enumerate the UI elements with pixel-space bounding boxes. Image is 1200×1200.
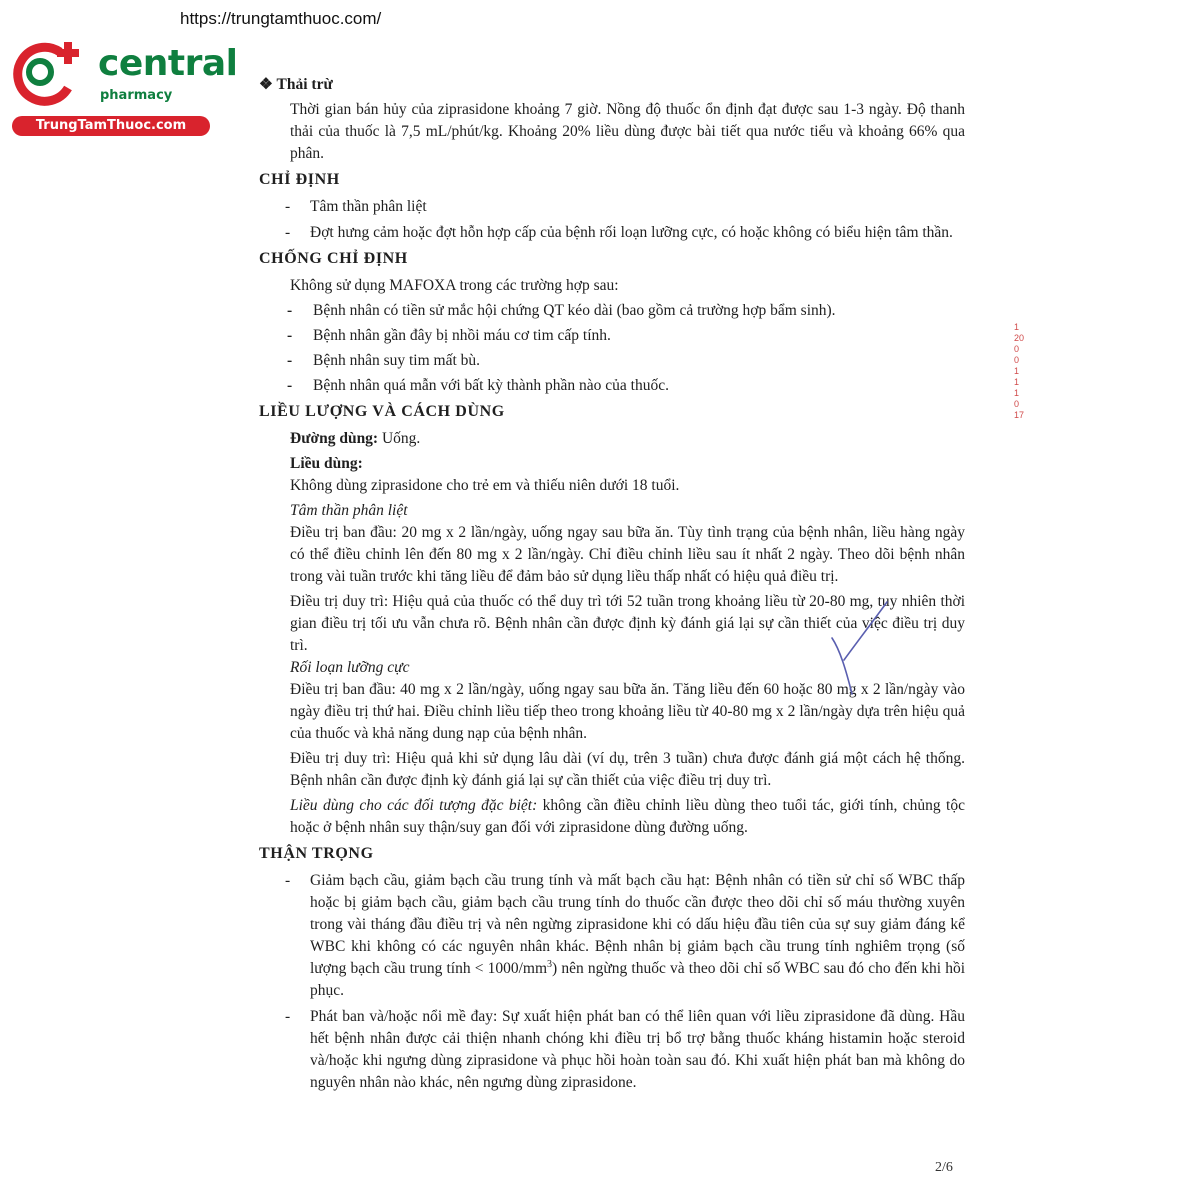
pharmacy-cross-icon [10, 38, 92, 106]
source-url[interactable]: https://trungtamthuoc.com/ [180, 9, 382, 28]
chi-dinh-list [259, 196, 965, 244]
bipolar-maintenance: Điều trị duy trì: Hiệu quả khi sử dụng lâu dài (ví dụ, trên 3 tuần) chưa được đánh giá một cách hệ thống. Bệnh nhân cần được định kỳ đánh giá lại sự cần thiết của việc điều trị duy trì. [290, 750, 965, 789]
than-trong-list [259, 870, 965, 1094]
section-thai-tru-heading [259, 74, 965, 96]
logo-site-badge[interactable]: TrungTamThuoc.com [12, 116, 210, 136]
schizophrenia-maintenance: Điều trị duy trì: Hiệu quả của thuốc có thể duy trì tới 52 tuần trong khoảng liều từ 20-80 mg, tuy nhiên thời gian điều trị tối ưu vẫn chưa rõ. Bệnh nhân cần được định kỳ đánh giá lại sự cần thiết của việc điều trị duy trì. [290, 593, 965, 654]
subheading-bipolar: Rối loạn lưỡng cực [290, 659, 410, 676]
chong-chi-dinh-intro: Không sử dụng MAFOXA trong các trường hợp sau: [290, 277, 619, 294]
chi-dinh-heading: CHỈ ĐỊNH [259, 171, 340, 188]
section-title: Thải trừ [276, 76, 333, 93]
list-item [259, 870, 965, 1002]
list-item: - Bệnh nhân quá mẫn với bất kỳ thành phần nào của thuốc. [259, 375, 965, 397]
route-label: Đường dùng: [290, 430, 379, 447]
list-item: - Phát ban và/hoặc nổi mề đay: Sự xuất hiện phát ban có thể liên quan với liều ziprasidone đã dùng. Hầu hết bệnh nhân được cải thiện nhanh chóng khi điều trị bổ trợ bằng thuốc kháng histamin hoặc steroid và/hoặc khi ngưng dùng ziprasidone và phục hồi hoàn toàn sau đó. Khi xuất hiện phát ban mà không do nguyên nhân nào khác, nên ngưng dùng ziprasidone. [259, 1006, 965, 1094]
chong-chi-dinh-heading: CHỐNG CHỈ ĐỊNH [259, 250, 408, 267]
route-value: Uống. [378, 430, 421, 447]
item-text: Giảm bạch cầu, giảm bạch cầu trung tính và mất bạch cầu hạt: Bệnh nhân có tiền sử chỉ số WBC thấp hoặc bị giảm bạch cầu, giảm bạch cầu trung tính do thuốc cần được theo dõi chỉ số máu thường xuyên trong vài tháng đầu điều trị và nên ngừng ziprasidone khi có dấu hiệu đầu tiên của sự suy giảm đáng kể WBC khi không có các nguyên nhân khác. Bệnh nhân bị giảm bạch cầu trung tính nghiêm trọng (số lượng bạch cầu trung tính < 1000/mm [310, 872, 965, 977]
subheading-schizophrenia: Tâm thần phân liệt [290, 502, 408, 519]
list-item: - Bệnh nhân suy tim mất bù. [259, 350, 965, 372]
route-line [259, 428, 965, 450]
document-body [259, 74, 965, 1098]
list-item: - Tâm thần phân liệt [259, 196, 965, 218]
list-item: - Bệnh nhân gần đây bị nhồi máu cơ tim cấp tính. [259, 325, 965, 347]
logo-brand-text: central [98, 43, 238, 84]
dose-label: Liều dùng: [290, 455, 363, 472]
central-pharmacy-logo [10, 38, 238, 138]
logo-sub-text: pharmacy [100, 88, 173, 103]
item-text: ) nên ngừng thuốc và theo dõi chỉ số WBC sau đó cho đến khi hồi phục. [310, 960, 966, 999]
superscript: 3 [547, 958, 553, 970]
chong-chi-dinh-list [259, 300, 965, 397]
dose-note: Không dùng ziprasidone cho trẻ em và thiếu niên dưới 18 tuổi. [290, 477, 680, 494]
special-label: Liều dùng cho các đối tượng đặc biệt: [290, 797, 538, 814]
lieu-luong-heading: LIỀU LƯỢNG VÀ CÁCH DÙNG [259, 403, 505, 420]
thai-tru-text: Thời gian bán hủy của ziprasidone khoảng 7 giờ. Nồng độ thuốc ổn định đạt được sau 1-3 ngày. Độ thanh thải của thuốc là 7,5 mL/phút/kg. Khoảng 20% liều dùng được bài tiết qua nước tiểu và khoảng 66% qua phân. [290, 101, 965, 162]
special-populations [259, 795, 965, 839]
pen-mark-icon [822, 598, 892, 698]
list-item: - Đợt hưng cảm hoặc đợt hỗn hợp cấp của bệnh rối loạn lưỡng cực, có hoặc không có biểu hiện tâm thần. [259, 222, 965, 244]
special-text: không cần điều chỉnh liều dùng theo tuổi tác, giới tính, chủng tộc hoặc ở bệnh nhân suy thận/suy gan đối với ziprasidone dùng đường uống. [290, 797, 965, 836]
bipolar-initial: Điều trị ban đầu: 40 mg x 2 lần/ngày, uống ngay sau bữa ăn. Tăng liều đến 60 hoặc 80 mg x 2 lần/ngày vào ngày điều trị thứ hai. Điều chỉnh liều tiếp theo trong khoảng liều từ 40-80 mg x 2 lần/ngày dựa trên hiệu quả của thuốc và khả năng dung nạp của bệnh nhân. [290, 681, 965, 742]
diamond-bullet-icon: ❖ [259, 76, 273, 93]
page-number: 2/6 [935, 1160, 953, 1175]
schizophrenia-initial: Điều trị ban đầu: 20 mg x 2 lần/ngày, uống ngay sau bữa ăn. Tùy tình trạng của bệnh nhân, liều hàng ngày có thể điều chỉnh lên đến 80 mg x 2 lần/ngày. Chỉ điều chỉnh liều sau ít nhất 2 ngày. Theo dõi bệnh nhân trong vài tuần trước khi tăng liều để đảm bảo sử dụng liều thấp nhất có hiệu quả điều trị. [290, 524, 965, 585]
than-trong-heading: THẬN TRỌNG [259, 845, 374, 862]
list-item: - Bệnh nhân có tiền sử mắc hội chứng QT kéo dài (bao gồm cả trường hợp bẩm sinh). [259, 300, 965, 322]
margin-stamp: 1 20 0 0 1 1 1 0 17 [1014, 322, 1025, 420]
